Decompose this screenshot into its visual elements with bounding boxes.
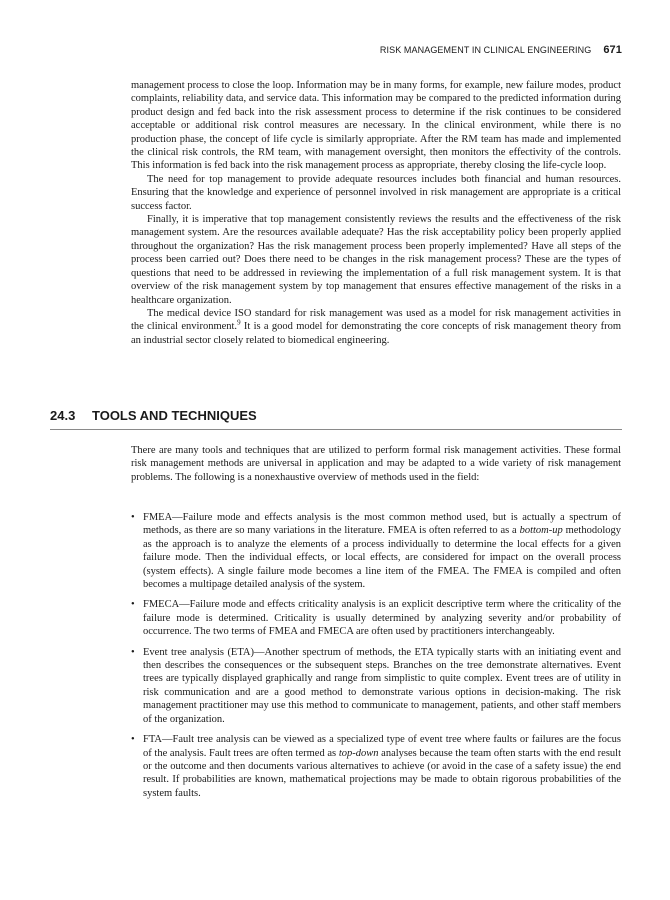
continued-text-block <box>131 79 621 347</box>
iso-text-before: The medical device ISO standard for risk management was used as a model for risk management activities in the clinical environment. <box>131 307 621 333</box>
list-item-eta <box>131 646 621 726</box>
bullet-icon: • <box>131 599 135 611</box>
section-intro <box>131 444 621 484</box>
intro-paragraph: There are many tools and techniques that are utilized to perform formal risk management activities. These formal risk management methods are universal in application and may be adapted to a wide variety of risk management problems. The following is a nonexhaustive overview of methods used in the field: <box>131 445 621 483</box>
list-item-text: analyses because the team often starts with the end result or the outcome and then documents various alternatives to achieve (or avoid in the case of a safety issue) the end result. If probabilities are known, mathematical projections may be made to obtain rigorous probabilities of the system faults. <box>143 747 621 799</box>
list-item-text: Event tree analysis (ETA)—Another spectrum of methods, the ETA typically starts with an initiating event and then describes the consequences or the subsequent steps. Branches on the tree demonstrate alternatives. Event trees are typically displayed graphically and range from simplistic to quite complex. Event trees are of utility in risk communication and are a good method to demonstrate various options in decision-making. The risk management practitioner may use this method to communicate to management, patients, and other staff members of the organization. <box>143 646 621 725</box>
methods-list <box>131 504 621 800</box>
bullet-icon: • <box>131 734 135 746</box>
list-item-text: FMECA—Failure mode and effects criticality analysis is an explicit descriptive term where the criticality of the failure mode is determined. Criticality is usually determined by analyzing severity and/or probability of occurrence. The two terms of FMEA and FMECA are often used by practitioners interchangeably. <box>143 599 621 638</box>
list-item-emphasis: top-down <box>338 747 379 759</box>
running-title: RISK MANAGEMENT IN CLINICAL ENGINEERING <box>379 45 592 55</box>
bullet-icon: • <box>131 512 135 523</box>
section-heading <box>50 408 622 430</box>
section-number: 24.3 <box>50 408 76 423</box>
bullet-icon: • <box>131 646 135 658</box>
list-item-text: FMEA—Failure mode and effects analysis is the most common method used, but is actually a spectrum of methods, as there are so many variations in the literature. FMEA is often referred to as a <box>143 512 621 537</box>
list-item-text: FTA—Fault tree analysis can be viewed as a specialized type of event tree where faults or failures are the focus of the analysis. Fault trees are often termed as <box>143 734 621 759</box>
paragraph-lifecycle-loop: management process to close the loop. Information may be in many forms, for example, new failure modes, product complaints, reliability data, and service data. This information may be compared to the predicted information during product design and fed back into the risk assessment process to determine if the risk continues to be considered acceptable or additional risk control measures are necessary. In the clinical environment, while there is no production phase, the concept of life cycle is similarly appropriate. After the RM team has made and implemented the clinical risk controls, the RM team, with management oversight, then monitors the effectivity of the controls. This information is fed back into the risk management process as appropriate, thereby closing the life-cycle loop. <box>131 80 621 172</box>
iso-text-after: It is a good model for demonstrating the core concepts of risk management theory from an industrial sector closely related to biomedical engineering. <box>131 321 621 346</box>
list-item-text: methodology as the approach is to analyze the elements of a process individually to determine the local effects for a given failure mode. Then the individual effects, or local effects, are considered for impact on the overall process (system effects). A single failure mode becomes a line item of the FMEA. The FMEA is compiled and often becomes a multipage detailed analysis of the system. <box>143 525 621 591</box>
list-item-fta <box>131 733 621 800</box>
page-number: 671 <box>603 44 622 56</box>
footnote-marker: 9 <box>237 318 241 327</box>
paragraph-management-review: Finally, it is imperative that top management consistently reviews the results and the effectiveness of the risk management system. Are the resources available adequate? Has the risk acceptability policy been properly applied throughout the organization? Has the risk management process been properly implemented? Have all steps of the process been carried out? Does there need to be changes in the risk management process? These are the types of questions that need to be addressed in reviewing the implementation of a full risk management system. It is that overview of the risk management system by top management that ensures effective management of the risks in a healthcare organization. <box>131 214 621 306</box>
list-item-fmeca <box>131 598 621 638</box>
paragraph-resources: The need for top management to provide adequate resources includes both financial and human resources. Ensuring that the knowledge and experience of personnel involved in risk management are appropriate is a critical success factor. <box>131 173 621 212</box>
paragraph-iso-standard <box>131 307 621 347</box>
section-title: TOOLS AND TECHNIQUES <box>92 408 257 423</box>
running-header <box>0 44 622 56</box>
list-item-fmea <box>131 511 621 591</box>
list-item-emphasis: bottom-up <box>519 525 563 537</box>
